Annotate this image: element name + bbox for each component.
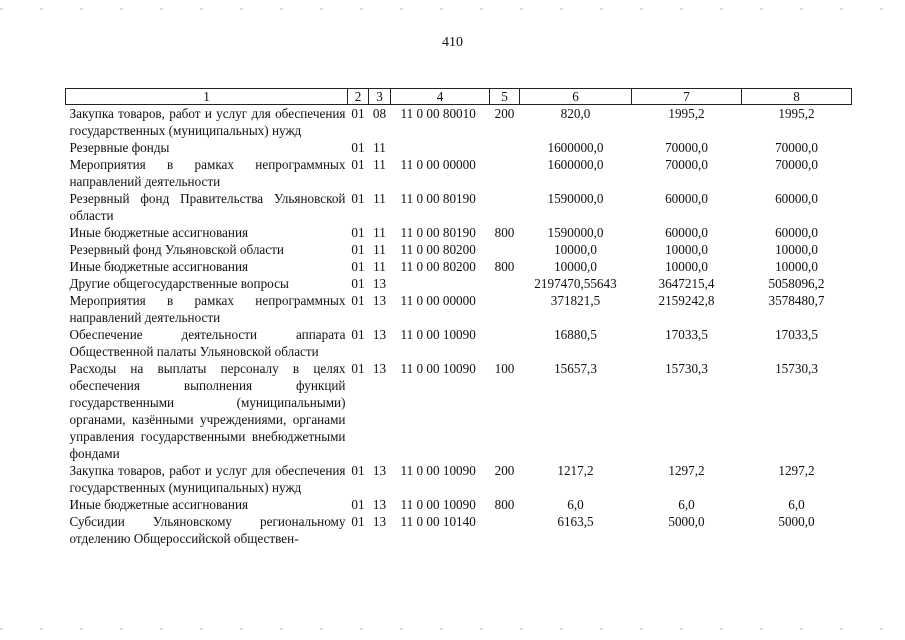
row-target-article: 11 0 00 10090 [400,463,476,478]
row-amount-col8: 3578480,7 [768,293,825,308]
row-amount-col8: 70000,0 [775,157,818,172]
scan-top-edge [0,8,905,10]
table-row [66,292,852,326]
table-row [66,241,852,258]
row-amount-col6: 1600000,0 [547,140,604,155]
row-name: Резервный фонд Правительства Ульяновской области [69,191,346,223]
row-subsection: 13 [372,463,387,478]
col-header-4: 4 [391,89,490,105]
col-header-6: 6 [520,89,632,105]
col-header-3: 3 [369,89,391,105]
table-row [66,275,852,292]
row-target-article: 11 0 00 80190 [400,225,476,240]
row-target-article: 11 0 00 10090 [400,361,476,376]
row-amount-col7: 70000,0 [665,157,708,172]
row-amount-col7: 70000,0 [665,140,708,155]
budget-table [65,88,852,547]
row-expense-type [490,292,520,326]
row-expense-type: 200 [494,463,515,478]
row-name: Иные бюджетные ассигнования [69,225,249,240]
row-target-article [391,139,490,156]
row-amount-col6: 1590000,0 [547,191,604,206]
col-header-1: 1 [66,89,348,105]
row-subsection: 13 [372,361,387,376]
row-amount-col7: 60000,0 [665,191,708,206]
row-section: 01 [351,514,365,529]
row-amount-col6: 820,0 [560,106,591,121]
table-row [66,190,852,224]
row-target-article: 11 0 00 80010 [400,106,476,121]
row-target-article: 11 0 00 00000 [400,157,476,172]
row-amount-col6: 6,0 [567,497,584,512]
table-row [66,224,852,241]
row-subsection: 13 [372,514,387,529]
row-amount-col8: 1297,2 [778,463,815,478]
table-row [66,258,852,275]
col-header-2: 2 [348,89,369,105]
row-amount-col6: 1600000,0 [547,157,604,172]
header-row [66,89,852,105]
row-amount-col7: 6,0 [678,497,695,512]
row-amount-col8: 6,0 [788,497,805,512]
row-section: 01 [351,327,365,342]
row-name: Закупка товаров, работ и услуг для обеспечения государственных (муниципальных) нужд [69,463,346,495]
row-amount-col6: 6163,5 [557,514,594,529]
row-section: 01 [351,259,365,274]
row-amount-col8: 17033,5 [775,327,818,342]
row-subsection: 11 [373,225,386,240]
row-amount-col7: 1995,2 [668,106,705,121]
row-amount-col6: 371821,5 [550,293,601,308]
row-section: 01 [351,225,365,240]
row-amount-col7: 1297,2 [668,463,705,478]
row-subsection: 11 [373,242,386,257]
row-section: 01 [351,157,365,172]
row-amount-col7: 2159242,8 [658,293,715,308]
row-amount-col7: 15730,3 [665,361,708,376]
row-amount-col8: 60000,0 [775,191,818,206]
table-row [66,156,852,190]
row-amount-col6: 15657,3 [554,361,597,376]
row-section: 01 [351,106,365,121]
col-header-7: 7 [632,89,742,105]
row-amount-col7: 17033,5 [665,327,708,342]
row-section: 01 [351,140,365,155]
row-name: Резервные фонды [69,140,170,155]
row-amount-col8: 15730,3 [775,361,818,376]
row-amount-col6: 2197470,55643 [534,276,617,291]
row-section: 01 [351,242,365,257]
table-row [66,462,852,496]
row-expense-type [490,326,520,360]
row-target-article: 11 0 00 80200 [400,242,476,257]
row-expense-type: 800 [494,497,515,512]
table-row [66,496,852,513]
col-header-5: 5 [490,89,520,105]
row-target-article: 11 0 00 80200 [400,259,476,274]
row-amount-col7: 3647215,4 [658,276,715,291]
row-section: 01 [351,293,365,308]
row-name: Иные бюджетные ассигнования [69,259,249,274]
table-row [66,139,852,156]
row-subsection: 13 [372,497,387,512]
row-amount-col6: 10000,0 [554,259,597,274]
row-amount-col8: 5000,0 [778,514,815,529]
row-amount-col7: 5000,0 [668,514,705,529]
row-expense-type: 100 [494,361,515,376]
row-subsection: 13 [372,276,387,291]
row-amount-col6: 16880,5 [554,327,597,342]
row-target-article: 11 0 00 00000 [400,293,476,308]
row-target-article [391,275,490,292]
table-row [66,513,852,547]
row-expense-type [490,190,520,224]
row-expense-type: 800 [494,225,515,240]
row-subsection: 13 [372,327,387,342]
row-target-article: 11 0 00 10090 [400,327,476,342]
row-subsection: 11 [373,259,386,274]
row-subsection: 08 [372,106,387,121]
row-amount-col8: 10000,0 [775,259,818,274]
row-section: 01 [351,361,365,376]
scan-bottom-edge [0,628,905,630]
row-name: Другие общегосударственные вопросы [69,276,289,291]
row-section: 01 [351,497,365,512]
table-body [66,105,852,548]
row-name: Субсидии Ульяновскому региональному отделению Общероссийской обществен- [69,514,346,546]
row-subsection: 11 [373,140,386,155]
row-name: Обеспечение деятельности аппарата Общественной палаты Ульяновской области [69,327,346,359]
row-amount-col8: 70000,0 [775,140,818,155]
row-subsection: 11 [373,191,386,206]
row-section: 01 [351,276,365,291]
row-amount-col7: 10000,0 [665,242,708,257]
row-name: Расходы на выплаты персоналу в целях обеспечения выполнения функций государственными (муниципальными) органами, казёнными учреждениями, органами управления государственными внебюджетными фондами [69,361,346,461]
row-expense-type [490,156,520,190]
row-amount-col8: 1995,2 [778,106,815,121]
row-amount-col7: 10000,0 [665,259,708,274]
table-row [66,326,852,360]
row-expense-type: 200 [494,106,515,121]
page-number: 410 [442,35,463,50]
row-target-article: 11 0 00 80190 [400,191,476,206]
row-amount-col6: 1217,2 [557,463,594,478]
row-name: Мероприятия в рамках непрограммных направлений деятельности [69,157,346,189]
row-expense-type [490,513,520,547]
row-expense-type [490,275,520,292]
row-expense-type: 800 [494,259,515,274]
row-target-article: 11 0 00 10140 [400,514,476,529]
row-expense-type [490,241,520,258]
row-amount-col8: 10000,0 [775,242,818,257]
row-amount-col6: 10000,0 [554,242,597,257]
row-amount-col8: 60000,0 [775,225,818,240]
row-name: Резервный фонд Ульяновской области [69,242,284,257]
row-subsection: 11 [373,157,386,172]
table-row [66,105,852,140]
row-name: Мероприятия в рамках непрограммных направлений деятельности [69,293,346,325]
row-name: Иные бюджетные ассигнования [69,497,249,512]
row-amount-col7: 60000,0 [665,225,708,240]
table-row [66,360,852,462]
row-section: 01 [351,463,365,478]
row-target-article: 11 0 00 10090 [400,497,476,512]
row-section: 01 [351,191,365,206]
row-expense-type [490,139,520,156]
row-name: Закупка товаров, работ и услуг для обеспечения государственных (муниципальных) нужд [69,106,346,138]
col-header-8: 8 [742,89,852,105]
row-amount-col6: 1590000,0 [547,225,604,240]
row-subsection: 13 [372,293,387,308]
row-amount-col8: 5058096,2 [768,276,825,291]
